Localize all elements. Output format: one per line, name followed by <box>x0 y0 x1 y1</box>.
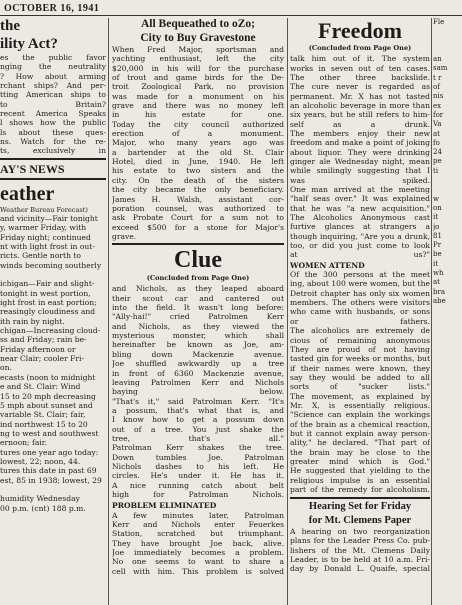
clue-headline: Clue <box>174 247 222 274</box>
text-line: the city became the only beneficiary. <box>112 185 284 195</box>
col3-rule <box>290 497 430 499</box>
column-3 <box>290 18 430 605</box>
text-line: winds becoming southerly <box>0 260 102 270</box>
text-line: The other three backslide. <box>290 72 430 82</box>
text-line: into the field. It wasn't long before: <box>112 303 284 313</box>
text-line: Friday night; continued <box>0 232 91 242</box>
text-line: day by Donald L. Quaife, special <box>290 564 430 574</box>
text-line: it <box>433 259 439 268</box>
text-line: and Nichols, as they leaped aboard <box>112 284 284 294</box>
problem-eliminated-heading: PROBLEM ELIMINATED <box>112 501 217 511</box>
text-line: it <box>433 213 439 222</box>
text-line: They are proud of not having <box>290 344 430 354</box>
text-line: He suggested that yielding to the <box>290 466 430 476</box>
text-line <box>0 270 106 279</box>
text-line: greater mind which is God." <box>290 456 430 466</box>
text-line: of <box>433 83 440 92</box>
text-line: Nichols dashes to his left. He <box>112 461 284 471</box>
text-line: Joe shuffled awkwardly up a tree <box>112 359 284 369</box>
text-line: When Fred Major, sportsman and <box>112 45 284 54</box>
text-line: James H. Walsh, assistant cor- <box>112 194 284 204</box>
col1-rule <box>0 178 106 180</box>
dateline-rule <box>0 15 462 16</box>
text-line <box>433 27 462 36</box>
text-line: fo <box>433 138 440 147</box>
text-line: or fathers. <box>290 316 430 326</box>
text-line: and vicinity—Fair tonight <box>0 213 98 223</box>
column-rule-3 <box>431 18 432 605</box>
text-line: nging the neutrality <box>0 62 106 72</box>
text-line: Of the 300 persons at the meet <box>290 270 430 280</box>
text-line: pe <box>433 157 442 166</box>
text-line: Down tumbles Joe. Patrolman <box>112 452 284 462</box>
text-line: l shows how the public <box>0 118 106 128</box>
text-line: lishers of the Mt. Clemens Daily <box>290 545 430 555</box>
text-line: A nice running catch about belt <box>112 480 284 490</box>
todays-news-heading: AY'S NEWS <box>0 161 65 176</box>
text-line: Major, who many years ago was <box>112 138 284 148</box>
text-line: high for Patrolman Nichols. <box>112 489 284 499</box>
text-line: religious impulse is an essential <box>290 475 430 485</box>
problem-eliminated-text <box>112 511 284 576</box>
text-line: 15 to 20 mph decreasing <box>0 391 96 401</box>
text-line: ex <box>433 101 442 110</box>
hearing-headline-line-2: for Mt. Clemens Paper <box>308 514 412 526</box>
text-line: that he was "a new acquisition." <box>290 203 430 213</box>
column-4-cropped <box>433 18 462 605</box>
zoo-headline-line-1: All Bequeathed to oZo; <box>140 18 256 30</box>
dateline: OCTOBER 16, 1941 <box>4 3 100 14</box>
text-line: ecasts (noon to midnight <box>0 372 96 382</box>
col1-headline-line-2: ility Act? <box>0 36 58 52</box>
text-line: "That's it," said Patrolman Kerr. "It's <box>112 396 284 406</box>
text-line: e and St. Clair: Wind <box>0 382 81 392</box>
text-line: furtive glances at strangers a <box>290 222 430 232</box>
text-line: Leader, is to be held at 10 a.m. Fri- <box>290 554 430 564</box>
column-rule-1 <box>108 18 109 605</box>
text-line: circles. He's under it. He has it. <box>112 471 284 481</box>
text-line <box>433 46 462 55</box>
text-line: cious of remaining anonymous <box>290 335 430 345</box>
text-line: ricts. Gentle north to <box>0 251 81 261</box>
text-line: at us?" <box>290 250 430 260</box>
text-line: too, or did you just come to look <box>290 241 430 251</box>
text-line: ight frost in east portion; <box>0 298 97 308</box>
text-line: for <box>433 110 444 119</box>
text-line: No one seems to want to share a <box>112 557 284 567</box>
text-line: rchant ships? And per- <box>0 81 106 91</box>
text-line: yachting enthusiast, left the city <box>112 54 284 64</box>
text-line: grave and there was no money left <box>112 101 284 111</box>
text-line: lowest, 22; noon, 44. <box>0 456 81 466</box>
text-line: 5 mph about sunset and <box>0 400 93 410</box>
text-line: ? How about arming <box>0 71 106 81</box>
col2-rule <box>112 243 284 245</box>
text-line: near Clair; cooler Fri- <box>0 354 85 364</box>
text-line: "Ally-hai!" cried Patrolmen Kerr <box>112 312 284 322</box>
text-line: nis <box>433 92 444 101</box>
text-line: 00 p.m. (cnt) 188 p.m. <box>0 503 86 513</box>
text-line: tonight in west portion, <box>0 288 91 298</box>
text-line: Pr <box>433 241 442 250</box>
text-line: tures one year ago today: <box>0 447 99 457</box>
text-line: out of a tree. You just shake the <box>112 424 284 434</box>
weather-heading: eather <box>0 182 55 205</box>
text-line: recent America Speaks <box>0 109 106 119</box>
text-line: ts, exclusively in <box>0 146 106 156</box>
text-line: est, 85 in 1938; lowest, 29 <box>0 475 102 485</box>
text-line: troit Zoological Park, no provision <box>112 82 284 92</box>
text-line: hereinafter be known as Joe, am- <box>112 340 284 350</box>
col1-headline-line-1: the <box>0 18 20 34</box>
text-line: their scout car and cantered out <box>112 293 284 303</box>
text-line: The Alcoholics Anonymous cast <box>290 213 430 223</box>
text-line: 81 <box>433 231 442 240</box>
text-line: at <box>433 129 440 138</box>
text-line: Detroit chapter has only six women <box>290 288 430 298</box>
text-line: about liquor. They were drinking <box>290 147 430 157</box>
text-line: "Science can explain the workings <box>290 410 430 420</box>
col1-promo-text <box>0 53 106 156</box>
text-line: wh <box>433 269 444 278</box>
text-line <box>0 485 106 494</box>
text-line: es the public favor <box>0 53 106 62</box>
text-line: an alcoholic beverage in more than <box>290 100 430 110</box>
text-line: the brain may be close to the <box>290 447 430 457</box>
hearing-headline-line-1: Hearing Set for Friday <box>308 501 412 513</box>
text-line: They have brought Joe back, alive. <box>112 538 284 548</box>
text-line: bra <box>433 287 446 296</box>
text-line: The cure never is regarded as <box>290 82 430 92</box>
text-line: humidity Wednesday <box>0 494 80 504</box>
text-line: cell with him. This problem is solved <box>112 566 284 576</box>
text-line: y, warmer Friday, with <box>0 223 87 233</box>
text-line: bling down Mackenzie avenue. <box>112 349 284 359</box>
text-line: Patrolman Kerr shakes the tree. <box>112 443 284 453</box>
text-line: Kerr and Nichols enter Feuerkes <box>112 520 284 530</box>
text-line: an <box>433 55 442 64</box>
text-line: reasingly cloudiness and <box>0 307 96 317</box>
text-line: ask Probate Court for a sum not to <box>112 213 284 223</box>
text-line: chigan—Increasing cloud- <box>0 326 101 336</box>
text-line: Va <box>433 120 442 129</box>
text-line: ind northwest 15 to 20 <box>0 419 88 429</box>
text-line: Station, scratched but triumphant. <box>112 529 284 539</box>
text-line: erection of a monument. <box>112 129 284 139</box>
weather-subheading: Weather Bureau Forecast) <box>0 205 89 214</box>
text-line: freedom and make a point of joking <box>290 138 430 148</box>
freedom-story-text <box>290 54 430 260</box>
women-attend-text <box>290 270 430 494</box>
text-line: ith rain by night. <box>0 316 65 326</box>
women-attend-heading: WOMEN ATTEND <box>290 260 365 270</box>
text-line: exceed $500 for a stone for Major's <box>112 222 284 232</box>
freedom-headline: Freedom <box>318 18 402 43</box>
text-line: was made for a monument on his <box>112 91 284 101</box>
text-line: on. <box>0 363 12 373</box>
text-line: Joe immediately becomes a problem. <box>112 548 284 558</box>
text-line: plans for the Leader Press Co. pub- <box>290 536 430 546</box>
clue-story-text <box>112 284 284 499</box>
text-line: tures this date in past 69 <box>0 466 97 476</box>
text-line: ls about these ques- <box>0 127 106 137</box>
text-line: abe <box>433 296 446 305</box>
text-line: tting American ships to <box>0 90 106 100</box>
col1-rule <box>0 158 106 160</box>
column-rule-2 <box>287 18 288 605</box>
text-line: Mr. X, is essentially religious. <box>290 400 430 410</box>
text-line: be <box>433 250 442 259</box>
text-line: to Britain? <box>0 99 106 109</box>
text-line: jo <box>433 222 440 231</box>
text-line: permanent. Mr. X has not tasted <box>290 91 430 101</box>
text-line: A hearing on two reorganization <box>290 526 430 536</box>
text-line: ichigan—Fair and slight- <box>0 279 95 289</box>
text-line: and Nichols, as they viewed the <box>112 321 284 331</box>
text-line: Today the city council authorized <box>112 119 284 129</box>
text-line: ss and Friday; rain be- <box>0 335 87 345</box>
text-line: A few minutes later, Patrolman <box>112 510 284 520</box>
text-line: $20,000 in his will for the purchase <box>112 63 284 73</box>
column-4-text <box>433 18 462 306</box>
text-line: One man arrived at the meeting <box>290 185 430 195</box>
text-line: ng to west and southwest <box>0 428 99 438</box>
column-1 <box>0 18 106 605</box>
text-line: ality," he declared. "That part of <box>290 438 430 448</box>
text-line: leaving Patrolmen Kerr and Nichols <box>112 377 284 387</box>
text-line: tree, that's all." <box>112 433 284 443</box>
text-line: grave. <box>112 231 137 241</box>
zoo-story-text <box>112 45 284 241</box>
text-line: but it cannot explain away person- <box>290 428 430 438</box>
clue-subheading: (Concluded from Page One) <box>146 274 250 283</box>
text-line: members. The others were visitors <box>290 298 430 308</box>
text-line: poration counsel, was authorized to <box>112 203 284 213</box>
text-line: of trout and game birds for the De- <box>112 73 284 83</box>
text-line: nt with light frost in out- <box>0 242 95 252</box>
text-line: ernoon; fair. <box>0 438 47 448</box>
text-line: his estate to two sisters and the <box>112 166 284 176</box>
text-line: ns. Watch for the re- <box>0 137 106 147</box>
text-line: on <box>433 203 442 212</box>
text-line: Friday afternoon or <box>0 344 76 354</box>
text-line: six years, but he still refers to him- <box>290 110 430 120</box>
text-line: who came with husbands, or sons <box>290 307 430 317</box>
text-line: a bartender at the old St. Clair <box>112 147 284 157</box>
text-line: variable St. Clair; fair, <box>0 410 86 420</box>
weather-forecast-text <box>0 214 106 513</box>
text-line: Hotel, died in June, 1940. He left <box>112 157 284 167</box>
text-line: while smilingly suggesting that I <box>290 166 430 176</box>
text-line: "half seas over." It was explained <box>290 194 430 204</box>
text-line: ing, about 100 were women, but the <box>290 279 430 289</box>
text-line: sorts of "sucker lists." <box>290 382 430 392</box>
freedom-subheading: (Concluded from Page One) <box>308 44 412 52</box>
text-line <box>433 185 462 194</box>
text-line: was spiked. <box>290 175 430 185</box>
text-line <box>433 37 462 46</box>
hearing-story-text <box>290 527 430 574</box>
text-line: The movement, as explained by <box>290 391 430 401</box>
text-line: if their names were known, they <box>290 363 430 373</box>
text-line: t r <box>433 73 442 82</box>
text-line: 24 <box>433 148 442 157</box>
text-line: though inquiring, "Are you a drunk, <box>290 231 430 241</box>
zoo-headline-line-2: City to Buy Gravestone <box>140 32 256 44</box>
text-line: w <box>433 194 439 203</box>
text-line: self as a drunk. <box>290 119 430 129</box>
text-line: a possum, that's what that is, and <box>112 405 284 415</box>
text-line: talk him out of it. The system <box>290 54 430 64</box>
text-line <box>433 176 462 185</box>
text-line: sam <box>433 64 448 73</box>
text-line: mysterious monster, which shall <box>112 331 284 341</box>
text-line: at <box>433 278 440 287</box>
text-line: say they would be added to all <box>290 372 430 382</box>
text-line: part of the remedy for alcoholism. <box>290 485 430 495</box>
text-line: Fle <box>433 18 445 26</box>
text-line: works in seven out of ten cases. <box>290 63 430 73</box>
text-line: in his estate for one. <box>112 110 284 120</box>
text-line: of the brain as a chemical reaction, <box>290 419 430 429</box>
text-line: in front of 6360 Mackenzie avenue, <box>112 368 284 378</box>
text-line: city. On the death of the sisters <box>112 175 284 185</box>
text-line: The members enjoy their new <box>290 128 430 138</box>
column-2 <box>112 18 284 605</box>
text-line: I know how to get a possum down <box>112 415 284 425</box>
text-line: tasted gin for weeks or months, but <box>290 354 430 364</box>
text-line: ti <box>433 166 439 175</box>
text-line: ginger ale Wednesday night, mean <box>290 156 430 166</box>
text-line: The alcoholics are extremely de <box>290 326 430 336</box>
text-line: baying below. <box>112 387 284 397</box>
